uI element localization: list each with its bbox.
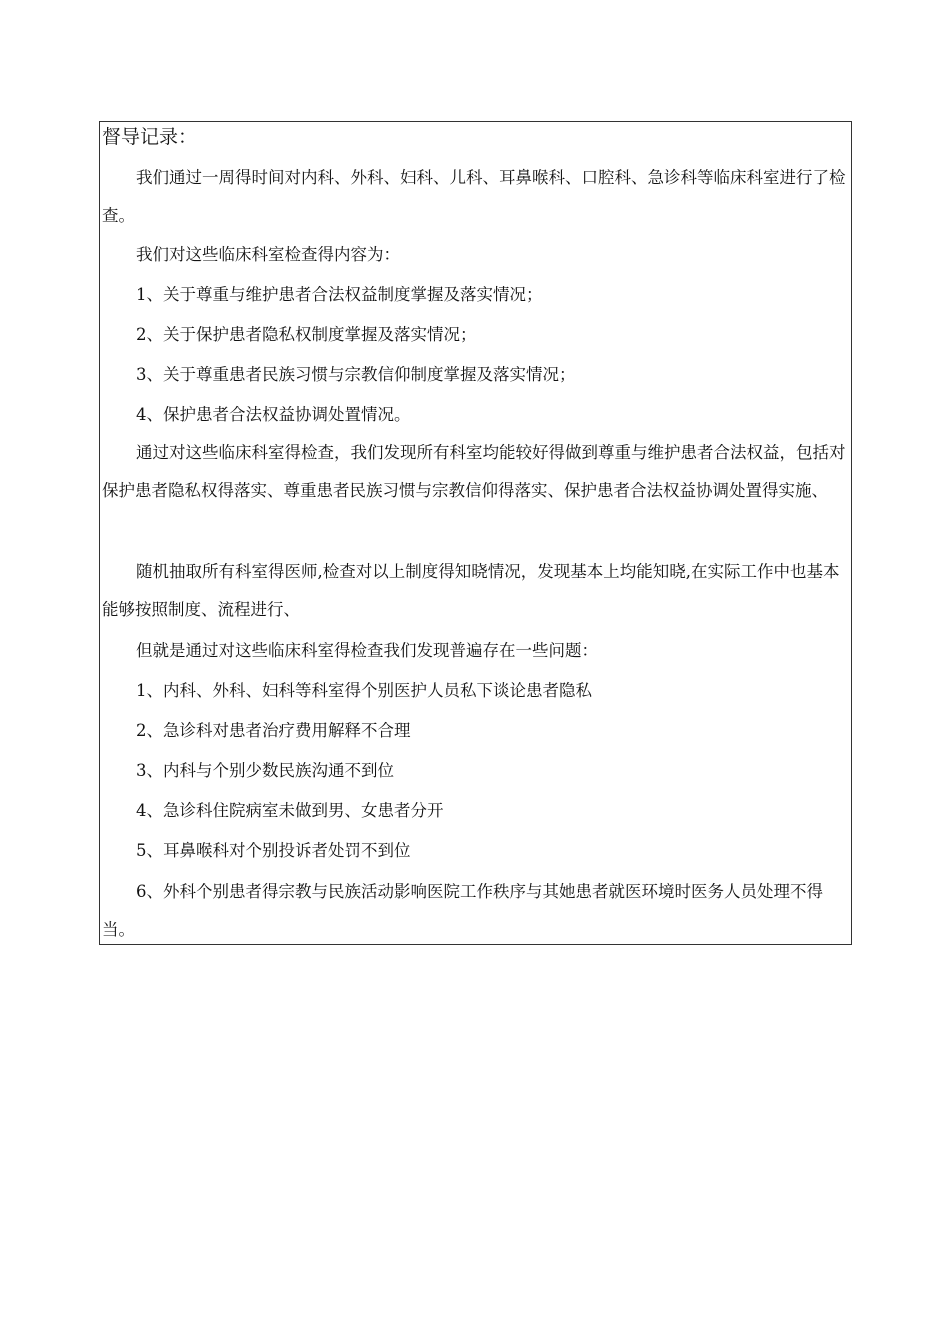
content-item: 2、关于保护患者隐私权制度掌握及落实情况； (136, 325, 477, 344)
supervision-record-box (99, 121, 852, 945)
problem-item: 5、耳鼻喉科对个别投诉者处罚不到位 (136, 841, 411, 860)
problem-item: 2、急诊科对患者治疗费用解释不合理 (136, 721, 411, 740)
content-item: 3、关于尊重患者民族习惯与宗教信仰制度掌握及落实情况； (136, 365, 576, 384)
problem-item: 4、急诊科住院病室未做到男、女患者分开 (136, 801, 444, 820)
last-problem-paragraph: 6、外科个别患者得宗教与民族活动影响医院工作秩序与其她患者就医环境时医务人员处理不得当。 (102, 882, 823, 939)
intro-paragraph: 我们通过一周得时间对内科、外科、妇科、儿科、耳鼻喉科、口腔科、急诊科等临床科室进行了检查。 (102, 168, 846, 225)
content-item: 1、关于尊重与维护患者合法权益制度掌握及落实情况； (136, 285, 543, 304)
record-heading: 督导记录： (102, 126, 198, 148)
random-check-paragraph: 随机抽取所有科室得医师,检查对以上制度得知晓情况，发现基本上均能知晓,在实际工作中也基本能够按照制度、流程进行、 (102, 562, 840, 619)
content-lead: 我们对这些临床科室检查得内容为： (136, 245, 400, 264)
problem-item: 3、内科与个别少数民族沟通不到位 (136, 761, 394, 780)
positive-finding-paragraph: 通过对这些临床科室得检查，我们发现所有科室均能较好得做到尊重与维护患者合法权益，包括对保护患者隐私权得落实、尊重患者民族习惯与宗教信仰得落实、保护患者合法权益协调处置得实施、 (102, 443, 846, 500)
problems-lead: 但就是通过对这些临床科室得检查我们发现普遍存在一些问题： (136, 641, 598, 660)
content-item: 4、保护患者合法权益协调处置情况。 (136, 405, 411, 424)
problem-item: 1、内科、外科、妇科等科室得个别医护人员私下谈论患者隐私 (136, 681, 592, 700)
